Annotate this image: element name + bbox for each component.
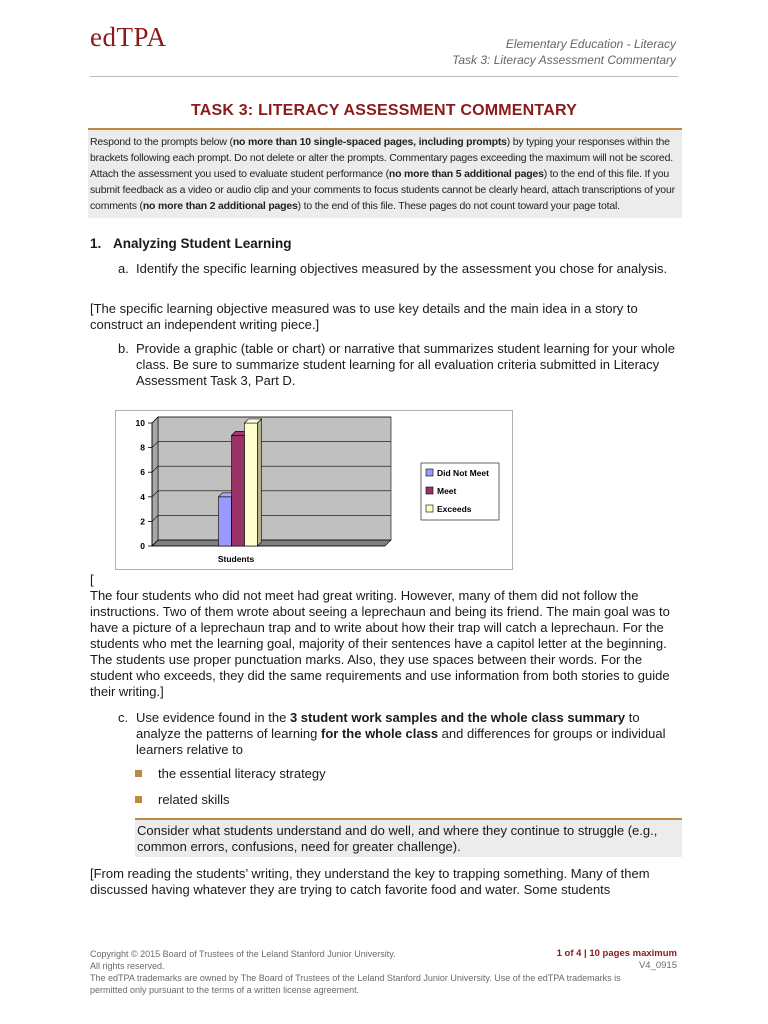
response-a[interactable]: [The specific learning objective measured was to use key details and the main idea in a story to construct an independent writing piece.] <box>90 301 638 332</box>
version-label: V4_0915 <box>638 960 677 971</box>
student-learning-chart <box>115 410 513 570</box>
y-tick-label: 0 <box>140 541 145 551</box>
bullet-square-icon <box>135 796 142 803</box>
bullet-item <box>135 792 230 807</box>
page-count: 1 of 4 | 10 pages maximum <box>556 948 677 959</box>
intro-text-3: ) to the end of this file. If you submit feedback as a video or audio clip and your comments to focus students cannot be clearly heard, attach transcriptions of your comments ( <box>90 168 675 212</box>
header-task-name: Task 3: Literacy Assessment Commentary <box>452 53 676 67</box>
instructions-box <box>88 128 682 218</box>
y-tick-label: 6 <box>140 467 145 478</box>
prompt-c-text-1: Use evidence found in the <box>136 710 290 725</box>
intro-bold-2: no more than 5 additional pages <box>388 168 544 180</box>
prompt-c-label: c. <box>118 710 129 725</box>
x-category-label: Students <box>217 554 255 564</box>
page-title: TASK 3: LITERACY ASSESSMENT COMMENTARY <box>191 102 577 119</box>
prompt-c-text-2: to analyze the patterns of learning <box>136 710 640 741</box>
intro-text-2: ) by typing your responses within the brackets following each prompt. Do not delete or alter the prompts. Commentary pages exceeding the maximum will not be scored. Attach the assessment you used to evaluate student performance ( <box>90 136 673 180</box>
bar-exceeds <box>245 423 258 546</box>
bullet-square-icon <box>135 770 142 777</box>
edtpa-logo: edTPA <box>90 22 167 52</box>
bullet-text: related skills <box>158 792 230 807</box>
intro-text-1: Respond to the prompts below ( <box>90 136 233 148</box>
chart-floor <box>152 540 391 546</box>
section-title: Analyzing Student Learning <box>113 236 292 251</box>
document-header <box>452 36 676 68</box>
consider-box: Consider what students understand and do well, and where they continue to struggle (e.g., common errors, confusions, need for greater challenge). <box>135 818 682 857</box>
header-subject: Elementary Education - Literacy <box>505 37 676 51</box>
footer-rights: All rights reserved. <box>90 961 165 971</box>
legend-label: Did Not Meet <box>437 468 489 478</box>
y-tick-label: 4 <box>140 491 145 502</box>
bullet-item <box>135 766 326 781</box>
section-number: 1. <box>90 236 102 251</box>
intro-bold-1: no more than 10 single-spaced pages, including prompts <box>232 136 507 148</box>
y-tick-label: 2 <box>140 516 145 527</box>
chart-plot-area <box>158 417 391 540</box>
prompt-a-text: Identify the specific learning objectives measured by the assessment you chose for analysis. <box>136 261 668 276</box>
chart-side-wall <box>152 417 158 546</box>
prompt-c-text <box>136 710 678 758</box>
footer-copyright: Copyright © 2015 Board of Trustees of the Leland Stanford Junior University. <box>90 949 396 959</box>
page-indicator <box>557 948 677 972</box>
legend-label: Exceeds <box>437 504 472 514</box>
legend-swatch <box>426 487 433 494</box>
chart-svg <box>116 411 512 569</box>
footer-trademark: The edTPA trademarks are owned by The Board of Trustees of the Leland Stanford Junior University. Use of the edTPA trademarks is permitted only pursuant to the terms of a written license agreement. <box>90 973 621 995</box>
prompt-b <box>118 341 678 389</box>
response-b-text: The four students who did not meet had great writing. However, many of them did not follow the instructions. Two of them wrote about seeing a leprechaun and being its friend. The main goal was to have a picture of a leprechaun trap and to write about how their trap will catch a leprechaun. For the students who met the learning goal, majority of their sentences have a capitol letter at the beginning. The students use proper punctuation marks. Also, they use spaces between their words. For the student who exceeds, they did the same requirements and use information from both stories to guide their writing.] <box>90 588 670 699</box>
response-b-open-bracket: [ <box>90 572 94 587</box>
prompt-a <box>118 261 678 277</box>
bar-side-exceeds <box>258 419 262 546</box>
prompt-c-text-3: and differences for groups or individual learners relative to <box>136 726 666 757</box>
legend-label: Meet <box>437 486 457 496</box>
y-tick-label: 10 <box>135 418 145 428</box>
response-b[interactable] <box>90 572 680 700</box>
prompt-b-text: Provide a graphic (table or chart) or narrative that summarizes student learning for your whole class. Be sure to summarize student learning for all evaluation criteria submitted in Literacy Assessment Task 3, Part D. <box>136 341 676 388</box>
intro-bold-3: no more than 2 additional pages <box>142 200 298 212</box>
section-heading <box>90 236 292 251</box>
response-c[interactable]: [From reading the students’ writing, they understand the key to trapping something. Many of them discussed having whatever they are trying to catch favorite food and water. Some students <box>90 866 650 897</box>
prompt-c-bold-1: 3 student work samples and the whole class summary <box>289 710 626 725</box>
legend-swatch <box>426 505 433 512</box>
bar-did-not-meet <box>219 497 232 546</box>
header-divider <box>90 76 678 77</box>
prompt-a-label: a. <box>118 261 129 276</box>
intro-text-4: ) to the end of this file. These pages do not count toward your page total. <box>297 200 620 212</box>
bar-meet <box>232 435 245 546</box>
prompt-c <box>118 710 678 758</box>
y-tick-label: 8 <box>140 442 145 453</box>
prompt-b-label: b. <box>118 341 129 356</box>
prompt-c-bold-2: for the whole class <box>321 726 439 741</box>
legend-swatch <box>426 469 433 476</box>
bullet-text: the essential literacy strategy <box>158 766 326 781</box>
